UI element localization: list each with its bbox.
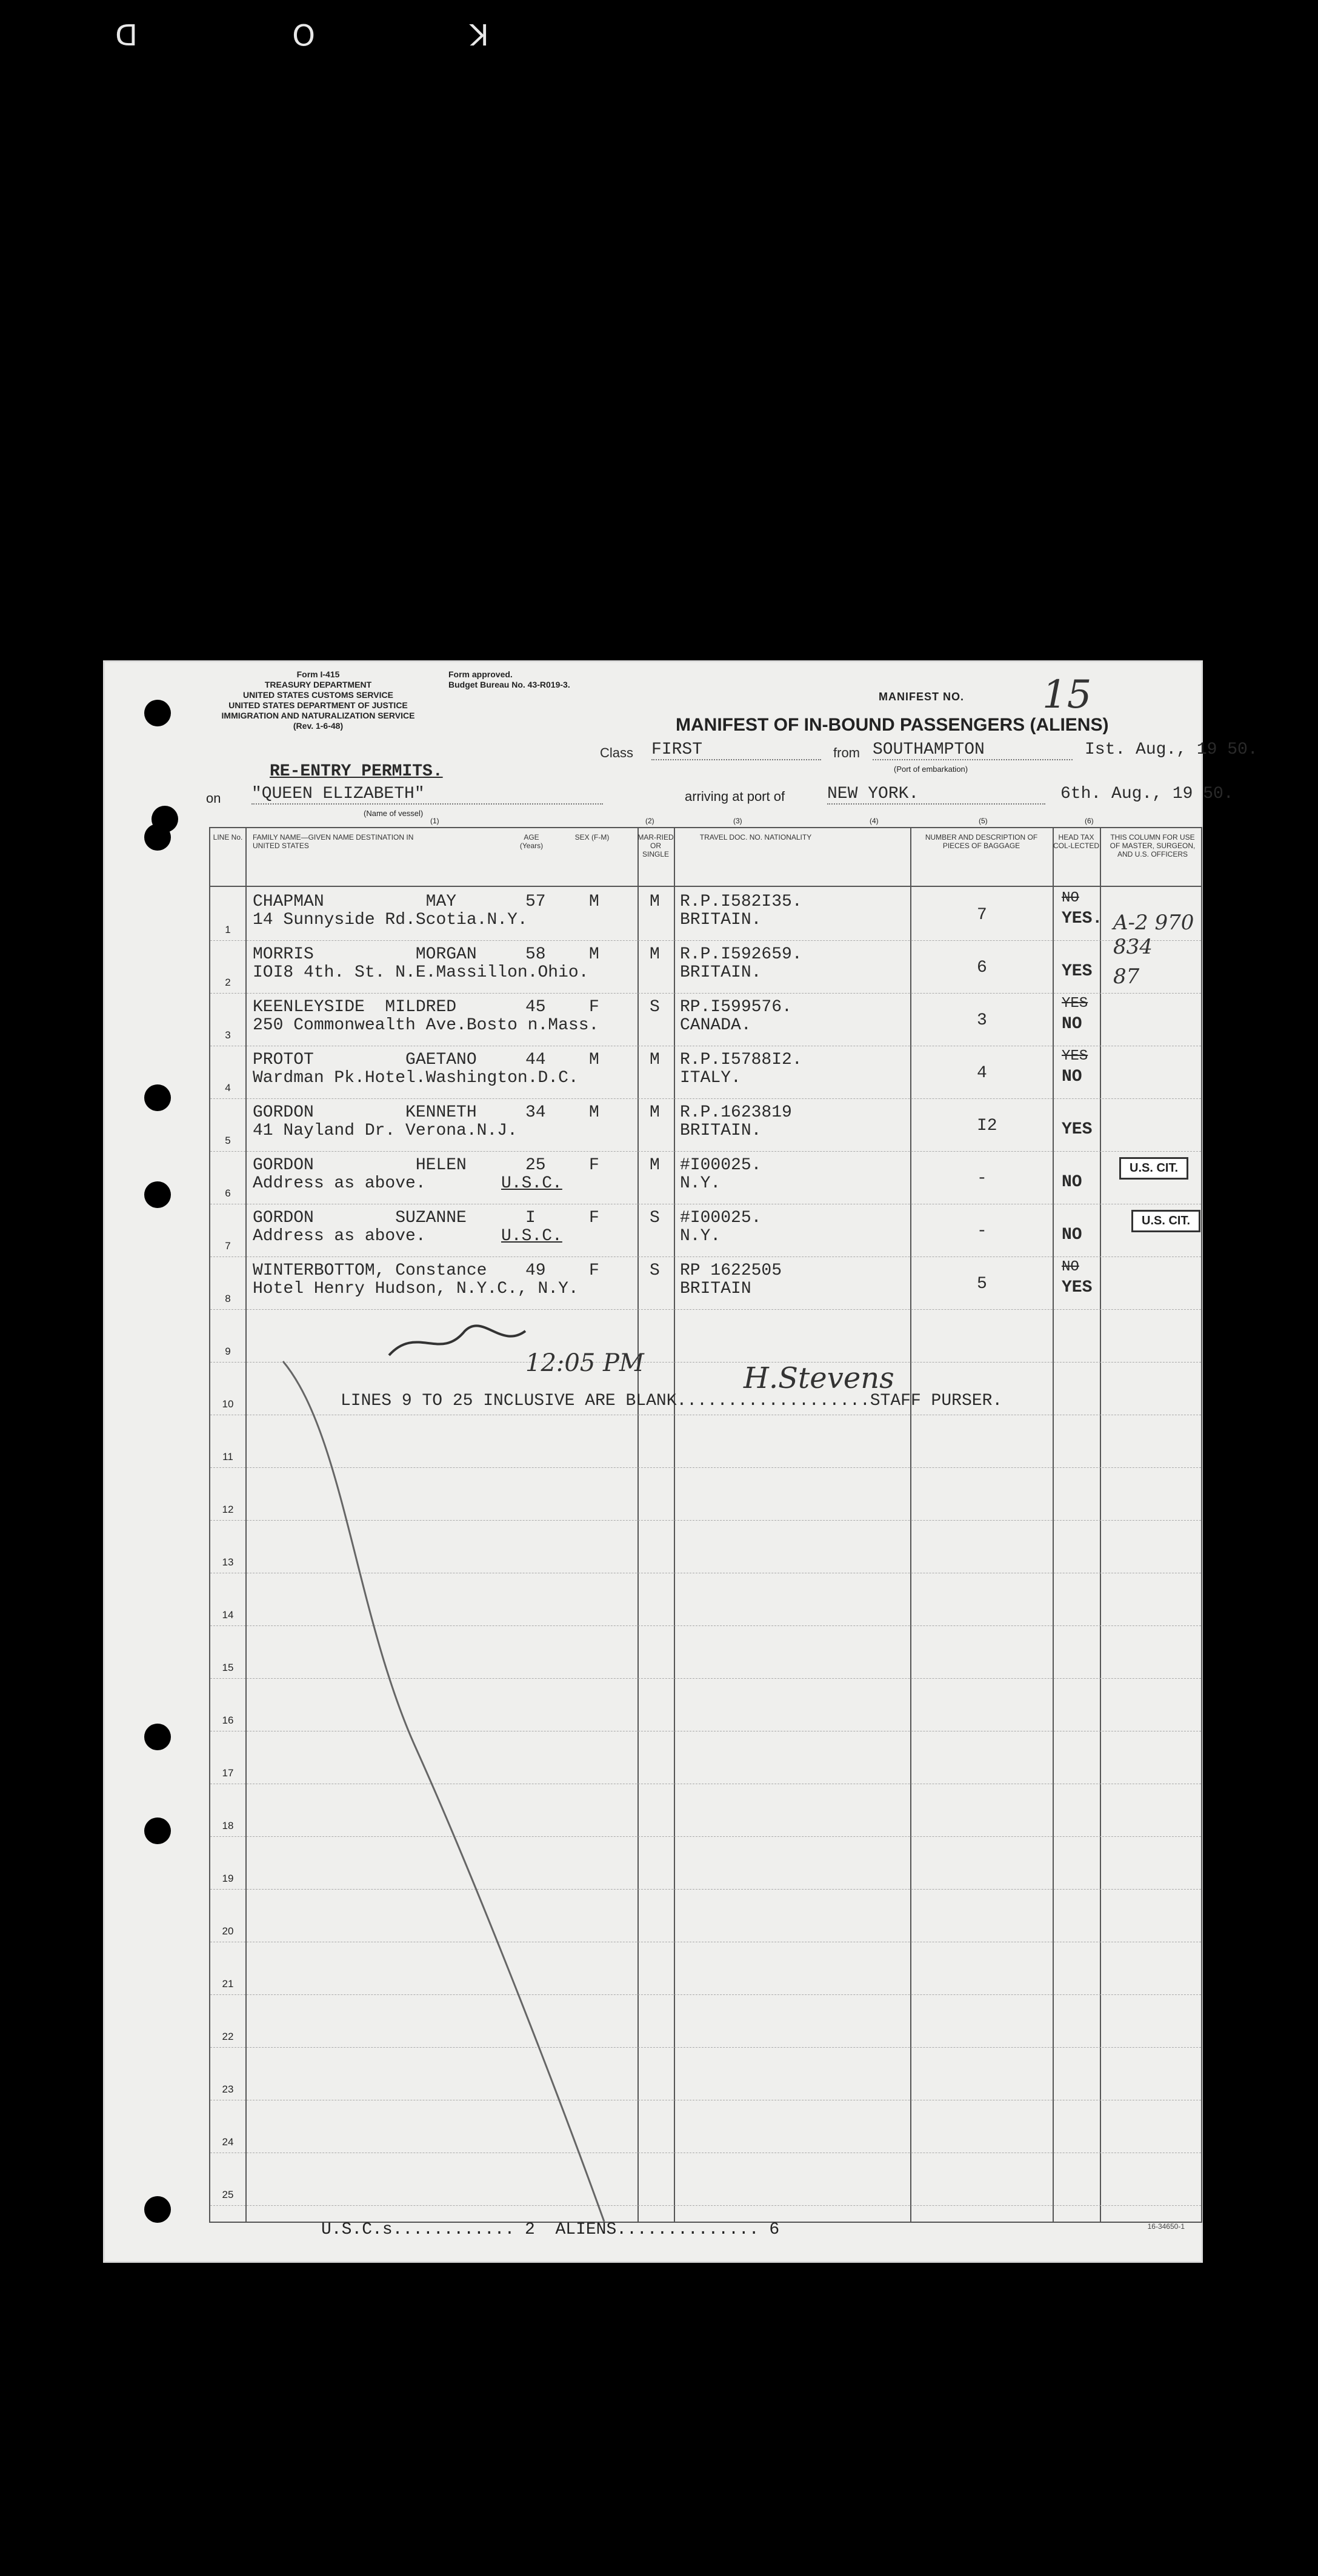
manifest-no-value: 15 [1042, 672, 1092, 717]
passenger-age: 45 [525, 998, 546, 1017]
binder-hole [144, 1724, 171, 1750]
line-number: 18 [222, 1820, 234, 1831]
line-number: 24 [222, 2136, 234, 2148]
col-age: AGE (Years) [519, 833, 544, 850]
line-number: 5 [225, 1135, 231, 1146]
nationality: CANADA. [680, 1016, 751, 1035]
baggage-count: 5 [977, 1275, 987, 1293]
marital-status: M [650, 945, 660, 964]
baggage-count: - [977, 1169, 987, 1188]
passenger-destination: Hotel Henry Hudson, N.Y.C., N.Y. [253, 1280, 579, 1298]
passenger-destination: 41 Nayland Dr. Verona.N.J. [253, 1121, 518, 1140]
column-number: (1) [430, 817, 439, 825]
passenger-sex: F [589, 1156, 599, 1175]
passenger-sex: F [589, 1261, 599, 1280]
us-citizen-stamp: U.S. CIT. [1119, 1157, 1188, 1180]
port-caption: (Port of embarkation) [894, 765, 968, 774]
vessel-caption: (Name of vessel) [364, 809, 424, 818]
agency-line: UNITED STATES DEPARTMENT OF JUSTICE [228, 700, 408, 710]
column-number: (2) [645, 817, 654, 825]
binder-hole [144, 2196, 171, 2223]
passenger-age: 58 [525, 945, 546, 964]
line-number: 25 [222, 2189, 234, 2200]
head-tax-value: NO [1062, 1226, 1082, 1244]
line-number: 7 [225, 1240, 231, 1252]
arrival-port: NEW YORK. [827, 785, 1045, 805]
travel-doc-no: R.P.1623819 [680, 1103, 792, 1122]
manifest-no-label: MANIFEST NO. [879, 691, 964, 703]
inspector-time-note: 12:05 PM [525, 1349, 644, 1377]
travel-doc-no: RP.I599576. [680, 998, 792, 1017]
travel-doc-no: #I00025. [680, 1209, 762, 1227]
baggage-count: 4 [977, 1064, 987, 1083]
agency-line: TREASURY DEPARTMENT [264, 680, 372, 689]
head-tax-value: YES [1062, 1120, 1093, 1139]
reentry-permits: RE-ENTRY PERMITS. [270, 762, 443, 781]
form-print-code: 16-34650-1 [1147, 2222, 1185, 2231]
marital-status: M [650, 892, 660, 911]
column-number: (4) [870, 817, 879, 825]
passenger-age: I [525, 1209, 536, 1227]
column-number: (6) [1085, 817, 1094, 825]
passenger-age: 34 [525, 1103, 546, 1122]
vessel-name: "QUEEN ELIZABETH" [251, 785, 603, 805]
nationality: BRITAIN. [680, 963, 762, 982]
line-number: 1 [225, 924, 231, 935]
page-title: MANIFEST OF IN-BOUND PASSENGERS (ALIENS) [676, 715, 1109, 735]
line-number: 12 [222, 1504, 234, 1515]
line-number: 16 [222, 1715, 234, 1726]
head-tax-struck: NO [1062, 890, 1079, 906]
passenger-name: WINTERBOTTOM, Constance [253, 1261, 487, 1280]
passenger-name: CHAPMAN MAY [253, 892, 457, 911]
travel-doc-no: R.P.I582I35. [680, 892, 802, 911]
agency-line: IMMIGRATION AND NATURALIZATION SERVICE [221, 711, 415, 720]
budget-bureau-line: Budget Bureau No. 43-R019-3. [448, 680, 570, 689]
travel-doc-no: #I00025. [680, 1156, 762, 1175]
from-value: SOUTHAMPTON [873, 740, 1073, 760]
head-tax-struck: YES [1062, 995, 1088, 1012]
binder-hole [144, 1084, 171, 1111]
travel-doc-no: RP 1622505 [680, 1261, 782, 1280]
binder-hole [144, 824, 171, 851]
film-edge-marks: K O D [42, 17, 489, 51]
citizenship-mark: U.S.C. [501, 1227, 562, 1246]
binder-hole [144, 1817, 171, 1844]
revision-line: (Rev. 1-6-48) [293, 721, 344, 731]
nationality: BRITAIN [680, 1280, 751, 1298]
line-number: 2 [225, 977, 231, 988]
col-head-tax: HEAD TAX COL-LECTED [1053, 833, 1099, 850]
class-value: FIRST [651, 740, 821, 760]
baggage-count: 3 [977, 1011, 987, 1030]
baggage-count: I2 [977, 1117, 997, 1135]
passenger-sex: F [589, 1209, 599, 1227]
passenger-age: 57 [525, 892, 546, 911]
column-number: (3) [733, 817, 742, 825]
passenger-name: KEENLEYSIDE MILDRED [253, 998, 457, 1017]
cancellation-stroke [210, 828, 1201, 2222]
head-tax-value: YES [1062, 962, 1093, 981]
passenger-age: 44 [525, 1051, 546, 1069]
passenger-name: MORRIS MORGAN [253, 945, 477, 964]
us-citizen-stamp: U.S. CIT. [1131, 1210, 1200, 1232]
manifest-page [103, 660, 1258, 2263]
passenger-destination: Wardman Pk.Hotel.Washington.D.C. [253, 1069, 579, 1087]
blank-lines-note: LINES 9 TO 25 INCLUSIVE ARE BLANK...................STAFF PURSER. [341, 1392, 1003, 1410]
marital-status: M [650, 1051, 660, 1069]
head-tax-value: YES. [1062, 909, 1103, 928]
head-tax-value: NO [1062, 1015, 1082, 1034]
col-travel-doc: TRAVEL DOC. NO. NATIONALITY [699, 833, 812, 842]
col-baggage: NUMBER AND DESCRIPTION OF PIECES OF BAGGAGE [925, 833, 1038, 850]
head-tax-value: NO [1062, 1067, 1082, 1086]
passenger-destination: 250 Commonwealth Ave.Bosto n.Mass. [253, 1016, 599, 1035]
approval-line: Form approved. [448, 669, 513, 679]
passenger-name: PROTOT GAETANO [253, 1051, 477, 1069]
nationality: BRITAIN. [680, 911, 762, 929]
passenger-destination: IOI8 4th. St. N.E.Massillon.Ohio. [253, 963, 589, 982]
col-line-no: LINE No. [213, 833, 243, 842]
passenger-destination: 14 Sunnyside Rd.Scotia.N.Y. [253, 911, 528, 929]
nationality: ITALY. [680, 1069, 741, 1087]
passenger-age: 49 [525, 1261, 546, 1280]
form-agency-block [218, 669, 418, 731]
nationality: BRITAIN. [680, 1121, 762, 1140]
col-officers: THIS COLUMN FOR USE OF MASTER, SURGEON, AND U.S. OFFICERS [1110, 833, 1196, 858]
marital-status: S [650, 1261, 660, 1280]
line-number: 10 [222, 1398, 234, 1410]
line-number: 14 [222, 1609, 234, 1621]
totals-footer: U.S.C.s............ 2 ALIENS.............. 6 [321, 2220, 780, 2239]
col-married: MAR-RIED OR SINGLE [637, 833, 674, 858]
baggage-count: - [977, 1222, 987, 1241]
head-tax-struck: NO [1062, 1259, 1079, 1275]
on-label: on [206, 791, 221, 806]
nationality: N.Y. [680, 1227, 721, 1246]
marital-status: M [650, 1156, 660, 1175]
line-number: 22 [222, 2031, 234, 2042]
line-number: 15 [222, 1662, 234, 1673]
line-number: 4 [225, 1082, 231, 1094]
officer-note: A-2 970 834 [1113, 911, 1194, 959]
form-number: Form I-415 [296, 669, 340, 679]
column-number: (5) [979, 817, 988, 825]
line-number: 6 [225, 1187, 231, 1199]
col-sex: SEX (F-M) [574, 833, 610, 842]
arriving-label: arriving at port of [685, 789, 785, 804]
head-tax-struck: YES [1062, 1048, 1088, 1064]
travel-doc-no: R.P.I592659. [680, 945, 802, 964]
agency-line: UNITED STATES CUSTOMS SERVICE [243, 690, 393, 700]
line-number: 23 [222, 2083, 234, 2095]
nationality: N.Y. [680, 1174, 721, 1193]
arrival-date: 6th. Aug., 19 50. [1060, 785, 1234, 803]
travel-doc-no: R.P.I5788I2. [680, 1051, 802, 1069]
head-tax-value: YES [1062, 1278, 1093, 1297]
baggage-count: 7 [977, 906, 987, 925]
line-number: 13 [222, 1556, 234, 1568]
passenger-destination: Address as above. [253, 1174, 426, 1193]
head-tax-value: NO [1062, 1173, 1082, 1192]
line-number: 17 [222, 1767, 234, 1779]
marital-status: S [650, 1209, 660, 1227]
passenger-sex: M [589, 1103, 599, 1122]
from-label: from [833, 745, 860, 760]
line-number: 19 [222, 1873, 234, 1884]
passenger-age: 25 [525, 1156, 546, 1175]
departure-date: Ist. Aug., 19 50. [1085, 740, 1258, 759]
approval-block [448, 669, 594, 690]
line-number: 3 [225, 1029, 231, 1041]
passenger-name: GORDON KENNETH [253, 1103, 477, 1122]
passenger-sex: M [589, 892, 599, 911]
col-name: FAMILY NAME—GIVEN NAME DESTINATION IN UNITED STATES [253, 833, 414, 850]
line-number: 8 [225, 1293, 231, 1304]
line-number: 21 [222, 1978, 234, 1990]
line-number: 20 [222, 1925, 234, 1937]
passenger-sex: F [589, 998, 599, 1017]
passenger-sex: M [589, 945, 599, 964]
line-number: 11 [222, 1451, 233, 1462]
marital-status: S [650, 998, 660, 1017]
passenger-table [209, 827, 1202, 2223]
passenger-name: GORDON SUZANNE [253, 1209, 467, 1227]
officer-note: 87 [1113, 964, 1140, 989]
line-number: 9 [225, 1346, 231, 1357]
binder-hole [144, 1181, 171, 1208]
passenger-name: GORDON HELEN [253, 1156, 467, 1175]
marital-status: M [650, 1103, 660, 1122]
baggage-count: 6 [977, 958, 987, 977]
passenger-destination: Address as above. [253, 1227, 426, 1246]
passenger-sex: M [589, 1051, 599, 1069]
citizenship-mark: U.S.C. [501, 1174, 562, 1193]
class-label: Class [600, 745, 634, 760]
purser-signature: H.Stevens [744, 1361, 894, 1395]
binder-hole [144, 700, 171, 726]
